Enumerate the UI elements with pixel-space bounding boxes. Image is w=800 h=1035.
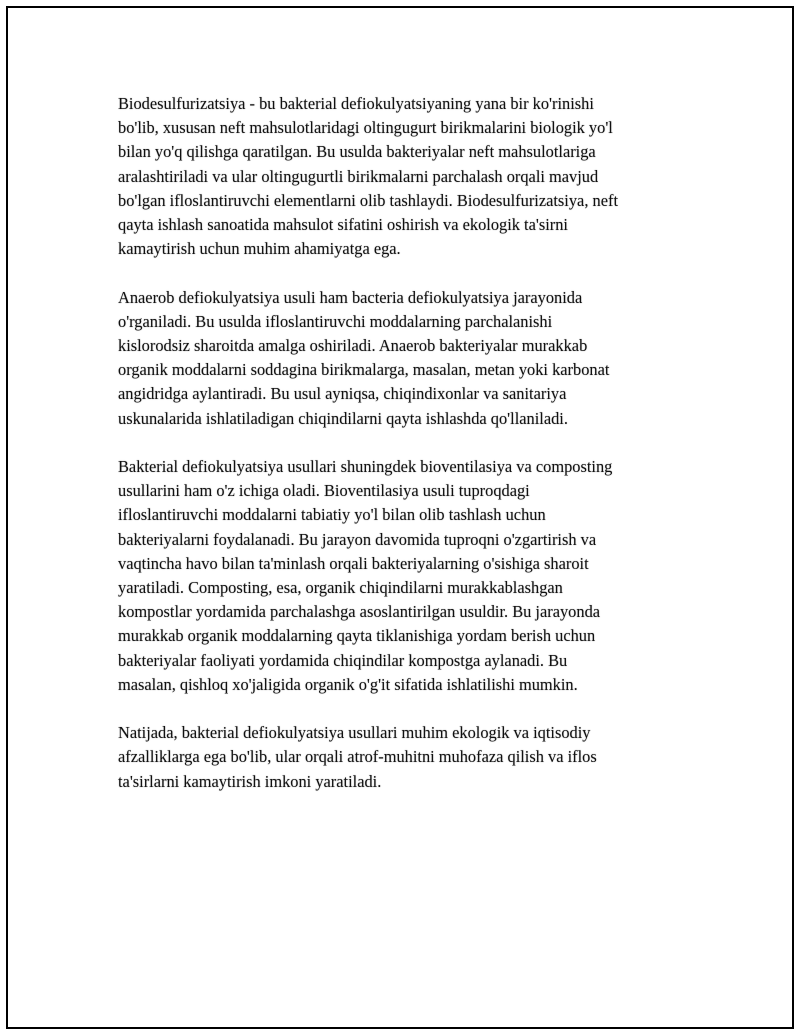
text-line: ta'sirlarni kamaytirish imkoni yaratiladi. — [118, 771, 382, 791]
text-line: ifloslantiruvchi moddalarni tabiatiy yo'l bilan olib tashlash uchun — [118, 505, 546, 525]
text-line: bo'lgan ifloslantiruvchi elementlarni olib tashlaydi. Biodesulfurizatsiya, neft — [118, 190, 619, 210]
text-line: kamaytirish uchun muhim ahamiyatga ega. — [118, 239, 401, 259]
text-line: angidridga aylantiradi. Bu usul ayniqsa, chiqindixonlar va sanitariya — [118, 384, 567, 404]
text-line: bo'lib, xususan neft mahsulotlaridagi oltingugurt birikmalarini biologik yo'l — [118, 118, 613, 138]
text-line: kompostlar yordamida parchalashga asoslantirilgan usuldir. Bu jarayonda — [118, 602, 601, 622]
text-line: afzalliklarga ega bo'lib, ular orqali atrof-muhitni muhofaza qilish va iflos — [118, 747, 597, 767]
text-line: bakteriyalarni foydalanadi. Bu jarayon davomida tuproqni o'zgartirish va — [118, 529, 597, 549]
text-line: Natijada, bakterial defiokulyatsiya usullari muhim ekologik va iqtisodiy — [118, 723, 591, 743]
paragraph-biodesulfurization — [118, 92, 688, 261]
paragraph-anaerob — [118, 286, 688, 431]
paragraph-bioventilation-composting — [118, 455, 688, 697]
paragraph-conclusion — [118, 721, 688, 794]
text-line: bilan yo'q qilishga qaratilgan. Bu usulda bakteriyalar neft mahsulotlariga — [118, 142, 596, 162]
text-line: o'rganiladi. Bu usulda ifloslantiruvchi moddalarning parchalanishi — [118, 311, 553, 331]
text-line: kislorodsiz sharoitda amalga oshiriladi. Anaerob bakteriyalar murakkab — [118, 336, 588, 356]
text-line: Anaerob defiokulyatsiya usuli ham bacteria defiokulyatsiya jarayonida — [118, 287, 583, 307]
text-line: usullarini ham o'z ichiga oladi. Bioventilasiya usuli tuproqdagi — [118, 481, 530, 501]
text-line: murakkab organik moddalarning qayta tiklanishiga yordam berish uchun — [118, 626, 596, 646]
text-line: masalan, qishloq xo'jaligida organik o'g'it sifatida ishlatilishi mumkin. — [118, 674, 578, 694]
text-line: qayta ishlash sanoatida mahsulot sifatini oshirish va ekologik ta'sirni — [118, 215, 568, 235]
text-line: vaqtincha havo bilan ta'minlash orqali bakteriyalarning o'sishiga sharoit — [118, 553, 589, 573]
text-line: organik moddalarni soddagina birikmalarga, masalan, metan yoki karbonat — [118, 360, 610, 380]
text-line: bakteriyalar faoliyati yordamida chiqindilar kompostga aylanadi. Bu — [118, 650, 568, 670]
text-line: aralashtiriladi va ular oltingugurtli birikmalarni parchalash orqali mavjud — [118, 166, 599, 186]
text-line: Bakterial defiokulyatsiya usullari shuningdek bioventilasiya va composting — [118, 457, 613, 477]
text-line: Biodesulfurizatsiya - bu bakterial defiokulyatsiyaning yana bir ko'rinishi — [118, 94, 594, 113]
text-line: uskunalarida ishlatiladigan chiqindilarni qayta ishlashda qo'llaniladi. — [118, 408, 568, 428]
document-body — [118, 92, 688, 818]
text-line: yaratiladi. Composting, esa, organik chiqindilarni murakkablashgan — [118, 578, 563, 598]
